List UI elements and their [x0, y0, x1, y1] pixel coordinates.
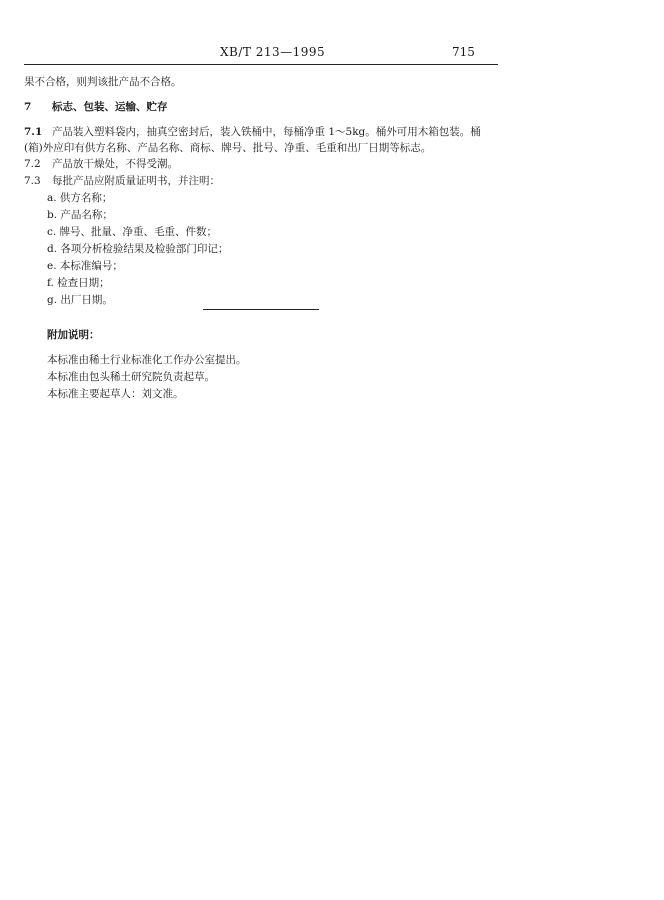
item-7-1-line-1 [24, 125, 481, 139]
standard-number: XB/T 213—1995 [220, 45, 326, 59]
section-7-number: 7 [24, 101, 32, 113]
list-item-c: c. 牌号、批量、净重、毛重、件数； [47, 226, 218, 238]
item-7-1-text-1: 产品装入塑料袋内，抽真空密封后，装入铁桶中，每桶净重 1～5kg。桶外可用木箱包装。桶 [52, 126, 481, 138]
list-item-f: f. 检查日期； [47, 277, 110, 289]
item-7-3-number: 7.3 [24, 175, 41, 187]
list-item-d: d. 各项分析检验结果及检验部门印记； [47, 243, 229, 255]
item-7-1-number: 7.1 [24, 126, 43, 138]
section-7-title: 标志、包装、运输、贮存 [52, 101, 168, 113]
item-7-2-number: 7.2 [24, 158, 41, 170]
item-7-3-text: 每批产品应附质量证明书，并注明： [52, 175, 220, 187]
page-number: 715 [452, 45, 475, 59]
appendix-line-1: 本标准由稀土行业标准化工作办公室提出。 [47, 354, 247, 366]
section-divider [203, 309, 319, 310]
item-7-2 [24, 157, 178, 171]
list-item-e: e. 本标准编号； [47, 260, 123, 272]
list-item-a: a. 供方名称； [47, 192, 113, 204]
item-7-2-text: 产品放干燥处，不得受潮。 [52, 158, 178, 170]
page-header [24, 42, 498, 65]
appendix-line-3: 本标准主要起草人：刘文准。 [47, 388, 184, 400]
list-item-b: b. 产品名称； [47, 209, 113, 221]
section-7-heading [24, 100, 168, 114]
appendix-title: 附加说明： [47, 329, 100, 341]
list-item-g: g. 出厂日期。 [47, 294, 113, 306]
appendix-line-2: 本标准由包头稀土研究院负责起草。 [47, 371, 215, 383]
continuation-text: 果不合格，则判该批产品不合格。 [24, 76, 182, 88]
item-7-1-line-2: (箱)外应印有供方名称、产品名称、商标、牌号、批号、净重、毛重和出厂日期等标志。 [24, 142, 432, 154]
item-7-3 [24, 174, 220, 188]
